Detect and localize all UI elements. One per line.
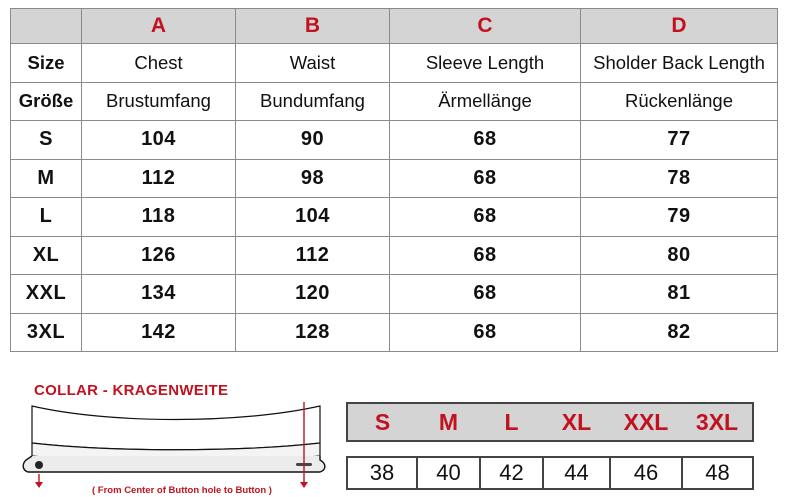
size-chart-table [10,8,778,352]
waist-cell: 104 [236,198,390,237]
left-arrow-icon [35,474,43,488]
sleeve-length-header: Sleeve Length [390,44,581,83]
waist-cell: 98 [236,159,390,198]
column-letter-row [11,9,778,44]
collar-band-drawing [23,406,325,472]
column-letter-a: A [82,9,236,44]
table-row [11,313,778,352]
button-icon [35,461,43,469]
shoulder-cell: 80 [581,236,778,275]
chest-header: Chest [82,44,236,83]
shoulder-cell: 82 [581,313,778,352]
sleeve-cell: 68 [390,236,581,275]
collar-measure-caption: ( From Center of Button hole to Button ) [92,485,272,496]
table-row [11,159,778,198]
collar-size-label: 3XL [682,403,753,441]
chest-cell: 134 [82,275,236,314]
table-row [11,121,778,160]
column-letter-c: C [390,9,581,44]
sleeve-cell: 68 [390,159,581,198]
size-cell: XL [11,236,82,275]
chest-cell: 112 [82,159,236,198]
shoulder-cell: 81 [581,275,778,314]
table-row [11,198,778,237]
chest-cell: 104 [82,121,236,160]
collar-size-label: S [347,403,417,441]
collar-value-row [347,457,753,489]
german-header-row [11,82,778,121]
table-row [11,275,778,314]
english-header-row [11,44,778,83]
groesse-label: Größe [11,82,82,121]
collar-size-table [346,402,754,490]
chest-cell: 126 [82,236,236,275]
collar-diagram [20,398,332,488]
collar-size-label: M [417,403,480,441]
waist-cell: 128 [236,313,390,352]
aermellaenge-header: Ärmellänge [390,82,581,121]
chest-cell: 142 [82,313,236,352]
collar-value-cell: 38 [347,457,417,489]
waist-cell: 90 [236,121,390,160]
shoulder-back-length-header: Sholder Back Length [581,44,778,83]
brustumfang-header: Brustumfang [82,82,236,121]
size-cell: S [11,121,82,160]
size-cell: L [11,198,82,237]
rueckenlaenge-header: Rückenlänge [581,82,778,121]
collar-title: COLLAR - KRAGENWEITE [34,382,229,399]
shoulder-cell: 79 [581,198,778,237]
collar-size-label: XL [543,403,610,441]
collar-size-label: L [480,403,543,441]
sleeve-cell: 68 [390,313,581,352]
sleeve-cell: 68 [390,121,581,160]
corner-cell [11,9,82,44]
sleeve-cell: 68 [390,275,581,314]
size-cell: 3XL [11,313,82,352]
collar-value-cell: 44 [543,457,610,489]
bundumfang-header: Bundumfang [236,82,390,121]
collar-size-label: XXL [610,403,682,441]
waist-cell: 112 [236,236,390,275]
column-letter-d: D [581,9,778,44]
collar-value-cell: 48 [682,457,753,489]
waist-cell: 120 [236,275,390,314]
collar-row-gap [347,441,753,457]
chest-cell: 118 [82,198,236,237]
collar-size-row [347,403,753,441]
size-label: Size [11,44,82,83]
collar-value-cell: 42 [480,457,543,489]
size-cell: XXL [11,275,82,314]
sleeve-cell: 68 [390,198,581,237]
shoulder-cell: 77 [581,121,778,160]
size-cell: M [11,159,82,198]
waist-header: Waist [236,44,390,83]
shoulder-cell: 78 [581,159,778,198]
collar-value-cell: 40 [417,457,480,489]
column-letter-b: B [236,9,390,44]
table-row [11,236,778,275]
collar-value-cell: 46 [610,457,682,489]
